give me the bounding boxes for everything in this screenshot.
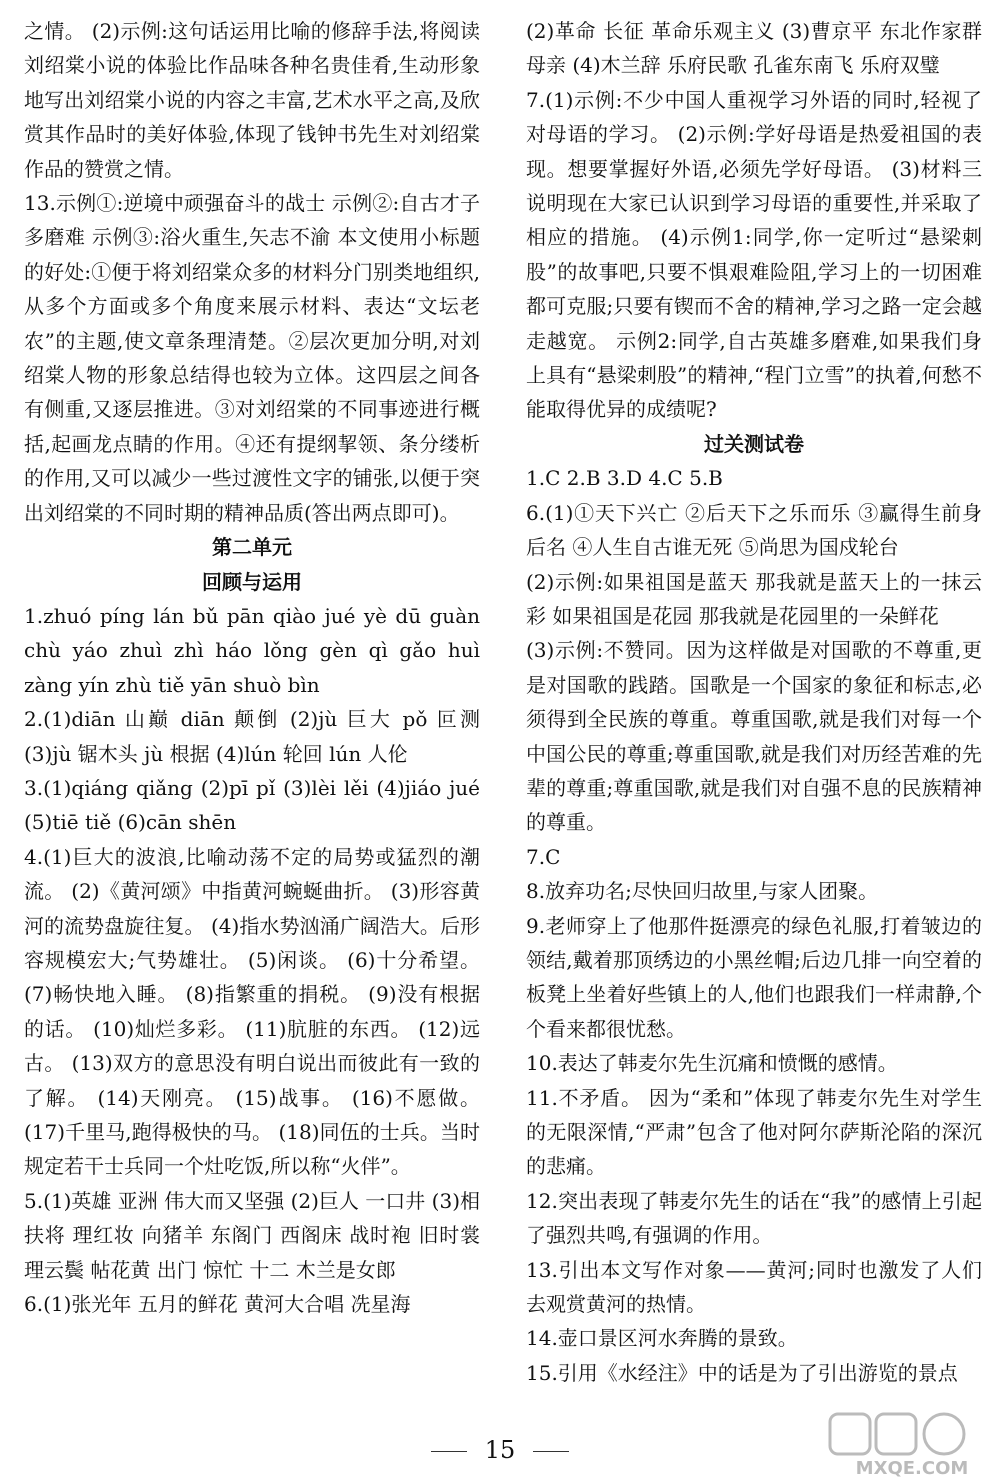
- left-column: [24, 14, 480, 1321]
- left-paragraph: 13.示例①:逆境中顽强奋斗的战士 示例②:自古才子多磨难 示例③:浴火重生,矢志不渝 本文使用小标题的好处:①便于将刘绍棠众多的材料分门别类地组织,从多个方面或多个角度来展示材料、表达“文坛老农”的主题,使文章条理清楚。②层次更加分明,对刘绍棠人物的形象总结得也较为立体。这四层之间各有侧重,又逐层推进。③对刘绍棠的不同事迹进行概括,起画龙点睛的作用。④还有提纲挈领、条分缕析的作用,又可以减少一些过渡性文字的铺张,以便于突出刘绍棠的不同时期的精神品质(答出两点即可)。: [24, 191, 480, 525]
- right-column: [526, 14, 982, 1390]
- right-paragraph: (2)示例:如果祖国是蓝天 那我就是蓝天上的一抹云彩 如果祖国是花园 那我就是花园里的一朵鲜花: [526, 569, 982, 628]
- right-paragraph: 14.壶口景区河水奔腾的景致。: [526, 1326, 798, 1351]
- watermark-logo: [828, 1412, 996, 1478]
- right-paragraph: 6.(1)①天下兴亡 ②后天下之乐而乐 ③赢得生前身后名 ④人生自古谁无死 ⑤尚思为国戍轮台: [526, 500, 982, 560]
- left-paragraph: 5.(1)英雄 亚洲 伟大而又坚强 (2)巨人 一口井 (3)相扶将 理红妆 向猪羊 东阁门 西阁床 战时袍 旧时裳 理云鬓 帖花黄 出门 惊忙 十二 木兰是女郎: [24, 1188, 480, 1282]
- right-paragraph: (3)示例:不赞同。因为这样做是对国歌的不尊重,更是对国歌的践踏。国歌是一个国家的象征和标志,必须得到全民族的尊重。尊重国歌,就是我们对每一个中国公民的尊重;尊重国歌,就是我们对历经苦难的先辈的尊重;尊重国歌,就是我们对自强不息的民族精神的尊重。: [526, 638, 982, 835]
- right-paragraph: 7.(1)示例:不少中国人重视学习外语的同时,轻视了对母语的学习。 (2)示例:学好母语是热爱祖国的表现。想要掌握好外语,必须先学好母语。 (3)材料三说明现在大家已认识到学习母语的重要性,并采取了相应的措施。 (4)示例1:同学,你一定听过“悬梁刺股”的故事吧,只要不惧艰难险阻,学习上的一切困难都可克服;只要有锲而不舍的精神,学习之路一定会越走越宽。 示例2:同学,自古英雄多磨难,如果我们身上具有“悬梁刺股”的精神,“程门立雪”的执着,何愁不能取得优异的成绩呢?: [526, 87, 982, 422]
- watermark-seal-mid: [876, 1414, 916, 1454]
- left-paragraph: 4.(1)巨大的波浪,比喻动荡不定的局势或猛烈的潮流。 (2)《黄河颂》中指黄河蜿蜒曲折。 (3)形容黄河的流势盘旋往复。 (4)指水势汹涌广阔浩大。后形容规模宏大;气势雄壮。 (5)闲谈。 (6)十分希望。 (7)畅快地入睡。 (8)指繁重的捐税。 (9)没有根据的话。 (10)灿烂多彩。 (11)肮脏的东西。 (12)远古。 (13)双方的意思没有明白说出而彼此有一致的了解。 (14)天刚亮。 (15)战事。 (16)不愿做。 (17)千里马,跑得极快的马。 (18)同伍的士兵。当时规定若干士兵同一个灶吃饭,所以称“火伴”。: [24, 844, 480, 1179]
- watermark-seal-left: [830, 1414, 870, 1454]
- right-paragraph: 11.不矛盾。 因为“柔和”体现了韩麦尔先生对学生的无限深情,“严肃”包含了他对阿尔萨斯沦陷的深沉的悲痛。: [526, 1085, 982, 1179]
- left-paragraph: 6.(1)张光年 五月的鲜花 黄河大合唱 冼星海: [24, 1292, 411, 1317]
- right-paragraph: (2)革命 长征 革命乐观主义 (3)曹京平 东北作家群 母亲 (4)木兰辞 乐府民歌 孔雀东南飞 乐府双璧: [526, 19, 982, 78]
- page-number: 15: [484, 1436, 516, 1464]
- left-paragraph: 之情。 (2)示例:这句话运用比喻的修辞手法,将阅读刘绍棠小说的体验比作品味各种名贵佳肴,生动形象地写出刘绍棠小说的内容之丰富,艺术水平之高,及欣赏其作品时的美好体验,体现了钱钟书先生对刘绍棠作品的赞赏之情。: [24, 19, 480, 181]
- right-paragraph: 12.突出表现了韩麦尔先生的话在“我”的感情上引起了强烈共鸣,有强调的作用。: [526, 1188, 982, 1248]
- right-paragraph: 10.表达了韩麦尔先生沉痛和愤慨的感情。: [526, 1051, 898, 1076]
- watermark-text: MXQE.COM: [855, 1458, 969, 1478]
- footer-dash-right: [533, 1451, 569, 1452]
- watermark-seal-right: [924, 1414, 964, 1454]
- left-heading: 第二单元: [212, 535, 292, 560]
- right-paragraph: 7.C: [526, 844, 561, 869]
- right-paragraph: 8.放弃功名;尽快回归故里,与家人团聚。: [526, 879, 879, 904]
- right-paragraph: 9.老师穿上了他那件挺漂亮的绿色礼服,打着皱边的领结,戴着那顶绣边的小黑丝帽;后边几排一向空着的板凳上坐着好些镇上的人,他们也跟我们一样肃静,个个看来都很忧愁。: [526, 913, 982, 1041]
- right-heading: 过关测试卷: [704, 431, 804, 456]
- left-heading: 回顾与运用: [202, 569, 302, 594]
- right-paragraph: 1.C 2.B 3.D 4.C 5.B: [526, 466, 723, 491]
- right-paragraph: 15.引用《水经注》中的话是为了引出游览的景点: [526, 1360, 958, 1385]
- left-paragraph: 3.(1)qiáng qiǎng (2)pī pǐ (3)lèi lěi (4)jiáo jué (5)tiē tiě (6)cān shēn: [24, 775, 480, 835]
- left-paragraph: 2.(1)diān 山巅 diān 颠倒 (2)jù 巨大 pǒ 叵测 (3)jù 锯木头 jù 根据 (4)lún 轮回 lún 人伦: [24, 707, 480, 766]
- right-paragraph: 13.引出本文写作对象——黄河;同时也激发了人们去观赏黄河的热情。: [526, 1257, 982, 1317]
- footer-dash-left: [431, 1451, 467, 1452]
- left-paragraph: 1.zhuó píng lán bǔ pān qiào jué yè dū guàn chù yáo zhuì zhì háo lǒng gèn qì gǎo huì zàng yín zhù tiě yān shuò bìn: [24, 603, 480, 697]
